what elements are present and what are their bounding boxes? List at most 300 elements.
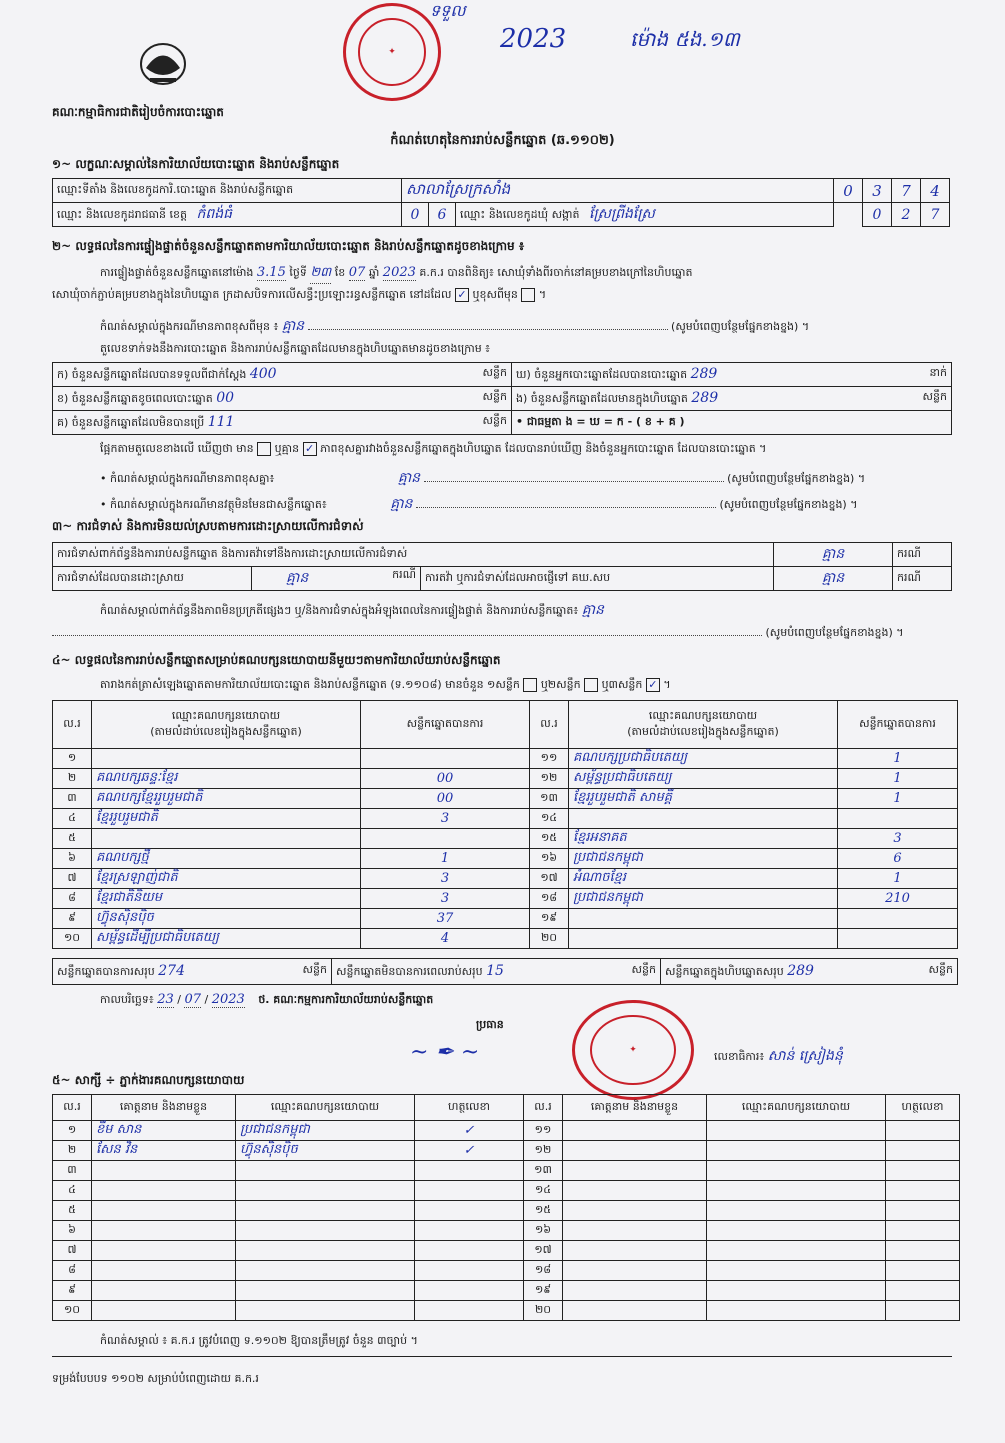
result-row — [53, 809, 958, 829]
col-party-sub: (តាមលំដាប់លេខរៀងក្នុងសន្លឹកឆ្នោត) — [627, 724, 779, 738]
section2-line-a — [100, 442, 960, 458]
party-name: ខ្មែរជាតិនិយម — [92, 889, 361, 909]
col-sign: ហត្ថលេខា — [886, 1095, 960, 1121]
row2-code-digit: 6 — [429, 203, 456, 227]
witness-name — [563, 1301, 707, 1321]
row-no: ១៩ — [524, 1281, 563, 1301]
section5-note: កំណត់សម្គាល់ ៖ គ.ក.រ ត្រូវបំពេញ ទ.១១០២ ឱ្យបានត្រឹមត្រូវ ចំនួន ៣ច្បាប់ ។ — [100, 1334, 418, 1347]
party-name — [569, 929, 838, 949]
row-no: ១៣ — [530, 789, 569, 809]
section2-note — [100, 316, 960, 337]
witness-signature — [415, 1261, 524, 1281]
witness-party — [236, 1281, 415, 1301]
count-label: ង) ចំនួនសន្លឹកឆ្នោតដែលមានក្នុងហិបឆ្នោត — [516, 391, 688, 405]
date-year: 2023 — [211, 992, 245, 1007]
valid-votes — [361, 829, 530, 849]
note-label: កំណត់សម្គាល់ក្នុងករណីមានភាពខុសពីមុន ៖ — [100, 320, 279, 333]
witness-signature — [886, 1281, 960, 1301]
row-no: ១២ — [524, 1141, 563, 1161]
result-row — [53, 829, 958, 849]
total-box-value: 289 — [787, 962, 814, 979]
row-no: ១៧ — [524, 1241, 563, 1261]
section1-heading: ១~ លក្ខណៈសម្គាល់នៃការិយាល័យបោះឆ្នោត និងរាប់សន្លឹកឆ្នោត — [52, 157, 340, 171]
row-no: ៤ — [53, 1181, 92, 1201]
witness-signature — [886, 1141, 960, 1161]
fill-back-text: (សូមបំពេញបន្ថែមផ្នែកខាងខ្នង) ។ — [719, 498, 858, 511]
row-no: ៣ — [53, 1161, 92, 1181]
total-unit: សន្លឹក — [631, 962, 656, 976]
col-no: ល.រ — [53, 701, 92, 749]
row2-label2-text: ឈ្មោះ និងលេខកូដឃុំ សង្កាត់ — [460, 208, 580, 221]
date-day: 23 — [157, 992, 174, 1007]
one-sheet-checkbox[interactable] — [523, 678, 537, 692]
col-party: ឈ្មោះគណបក្សនយោបាយ — [236, 1095, 415, 1121]
row2-value: កំពង់ធំ — [196, 206, 233, 222]
row2-code2-digit: 0 — [863, 203, 892, 227]
valid-votes: 1 — [838, 869, 958, 889]
witness-row — [53, 1121, 960, 1141]
changed-checkbox[interactable] — [521, 288, 535, 302]
witness-party — [236, 1261, 415, 1281]
section2-para2: សោឃុំចាក់ភ្ជាប់គម្របខាងក្នុងនៃហិបឆ្នោត ក្រដាសបិទការលើសន្ធឹះប្រឡោះរន្ធសន្លឹកឆ្នោត នៅដដែល ✓ ឬខុសពីមុន ។ — [52, 288, 547, 301]
result-row — [53, 789, 958, 809]
witness-table — [52, 1094, 960, 1321]
witness-party — [707, 1141, 886, 1161]
witness-signature — [415, 1241, 524, 1261]
appeal-value: គ្មាន — [774, 567, 893, 591]
section3-note — [100, 600, 960, 621]
para1-text: ការផ្ទៀងផ្ទាត់ចំនួនសន្លឹកឆ្នោតនៅម៉ោង — [100, 266, 254, 279]
day-value: ២៣ — [310, 264, 331, 284]
witness-name — [563, 1141, 707, 1161]
witness-party — [236, 1161, 415, 1181]
row-no: ១៣ — [524, 1161, 563, 1181]
result-row — [53, 889, 958, 909]
section5-heading: ៥~ សាក្សី ÷ ភ្នាក់ងារគណបក្សនយោបាយ — [52, 1073, 245, 1087]
witness-signature — [886, 1161, 960, 1181]
party-name — [92, 829, 361, 849]
total-box-label: សន្លឹកឆ្នោតក្នុងហិបឆ្នោតសរុប — [665, 964, 784, 978]
valid-votes — [838, 929, 958, 949]
witness-signature: ✓ — [415, 1141, 524, 1161]
section3-note-value: គ្មាន — [581, 602, 604, 618]
two-sheet-label: ឬ២សន្លឹក — [540, 678, 581, 691]
witness-name — [563, 1241, 707, 1261]
section1-table — [52, 178, 950, 227]
para2-text: សោឃុំចាក់ភ្ជាប់គម្របខាងក្នុងនៃហិបឆ្នោត ក្រដាសបិទការលើសន្ធឹះប្រឡោះរន្ធសន្លឹកឆ្នោត នៅដដែល — [52, 288, 452, 301]
row-no: ១០ — [53, 929, 92, 949]
witness-name — [563, 1181, 707, 1201]
col-no: ល.រ — [524, 1095, 563, 1121]
total-valid-label: សន្លឹកឆ្នោតបានការសរុប — [57, 964, 155, 978]
handwritten-note: ទទួល — [430, 1, 466, 20]
row-no: ១៦ — [530, 849, 569, 869]
witness-party — [236, 1301, 415, 1321]
row-no: ៩ — [53, 1281, 92, 1301]
valid-votes: 3 — [361, 889, 530, 909]
date-label: កាលបរិច្ឆេទ៖ — [100, 993, 154, 1006]
time-value: 3.15 — [256, 265, 286, 280]
row-no: ១៩ — [530, 909, 569, 929]
row-no: ១៤ — [524, 1181, 563, 1201]
party-name — [569, 909, 838, 929]
valid-votes — [838, 909, 958, 929]
appeal-unit: ករណី — [893, 567, 952, 591]
result-row — [53, 849, 958, 869]
col-name: គោត្តនាម និងនាមខ្លួន — [563, 1095, 707, 1121]
witness-row — [53, 1201, 960, 1221]
row-no: ៣ — [53, 789, 92, 809]
secretary-label: លេខាធិការ៖ — [714, 1050, 765, 1063]
valid-votes: 1 — [361, 849, 530, 869]
witness-name — [92, 1161, 236, 1181]
row-no: ៩ — [53, 909, 92, 929]
count-value: 111 — [207, 413, 235, 430]
count-label: គ) ចំនួនសន្លឹកឆ្នោតដែលមិនបានប្រើ — [57, 415, 205, 429]
count-value: 400 — [249, 365, 277, 382]
witness-name — [563, 1161, 707, 1181]
valid-votes: 4 — [361, 929, 530, 949]
party-name: ប្រជាជនកម្ពុជា — [569, 889, 838, 909]
line-a-tail: ភាពខុសគ្នារវាងចំនួនសន្លឹកឆ្នោតក្នុងហិបឆ្នោត ដែលបានរាប់ឃើញ និងចំនួនអ្នកបោះឆ្នោត ដែលបានបោះឆ្នោត ។ — [320, 442, 767, 455]
row-no: ៦ — [53, 1221, 92, 1241]
year-label: ឆ្នាំ — [368, 266, 380, 279]
col-votes: សន្លឹកឆ្នោតបានការ — [838, 701, 958, 749]
witness-name — [92, 1181, 236, 1201]
party-name: ខ្មែររួបរួមជាតិ — [92, 809, 361, 829]
row2-code2-digit: 2 — [892, 203, 921, 227]
result-row — [53, 769, 958, 789]
section4-intro: តារាងកត់ត្រាសំឡេងឆ្នោតតាមការិយាល័យបោះឆ្នោត និងរាប់សន្លឹកឆ្នោត (ទ.១១០៨) មានចំនួន ១សន្លឹក ឬ២សន្លឹក ឬ៣សន្លឹក ✓ ។ — [100, 678, 671, 691]
witness-party: ប្រជាជនកម្ពុជា — [236, 1121, 415, 1141]
row1-label: ឈ្មោះទីតាំង និងលេខកូដការិ.បោះឆ្នោត និងរាប់សន្លឹកឆ្នោត — [53, 179, 402, 203]
bullet2-value: គ្មាន — [390, 496, 413, 512]
handwritten-date: 2023 — [500, 24, 567, 54]
witness-name — [563, 1201, 707, 1221]
fill-back-text: (សូមបំពេញបន្ថែមផ្នែកខាងខ្នង) ។ — [727, 472, 866, 485]
party-name: ខ្មែរស្រឡាញ់ជាតិ — [92, 869, 361, 889]
witness-party — [236, 1201, 415, 1221]
committee-label: ថ. គណៈកម្មការការិយាល័យរាប់សន្លឹកឆ្នោត — [258, 993, 434, 1006]
count-value: 289 — [690, 365, 718, 382]
valid-votes: 3 — [361, 809, 530, 829]
note-tail: (សូមបំពេញបន្ថែមផ្នែកខាងខ្នង) ។ — [671, 320, 810, 333]
valid-votes: 3 — [361, 869, 530, 889]
row2-label — [53, 203, 402, 227]
witness-signature — [886, 1261, 960, 1281]
section2-bullet2 — [100, 494, 960, 515]
valid-votes: 1 — [838, 749, 958, 769]
section2-heading: ២~ លទ្ធផលនៃការផ្ទៀងផ្ទាត់ចំនួនសន្លឹកឆ្នោតតាមការិយាល័យបោះឆ្នោត និងរាប់សន្លឹកឆ្នោតដូចខាងក្រោម ៖ — [52, 239, 525, 253]
secretary-name: សាន់ ស្រៀងនុំ — [767, 1048, 843, 1064]
row2-code-digit: 0 — [402, 203, 429, 227]
row2-label2 — [456, 203, 834, 227]
date-month: 07 — [184, 992, 202, 1007]
col-name: គោត្តនាម និងនាមខ្លួន — [92, 1095, 236, 1121]
section3-note-tail: (សូមបំពេញបន្ថែមផ្នែកខាងខ្នង) ។ — [765, 626, 904, 639]
has-difference-checkbox[interactable] — [257, 442, 271, 456]
witness-signature: ✓ — [415, 1121, 524, 1141]
witness-signature — [886, 1221, 960, 1241]
witness-name — [92, 1261, 236, 1281]
party-name: ខ្មែររួបរួមជាតិ សាមគ្គី — [569, 789, 838, 809]
section3-note-label: កំណត់សម្គាល់ពាក់ព័ន្ធនឹងភាពមិនប្រក្រតីផ្សេងៗ ឬ/និងការជំទាស់ក្នុងអំឡុងពេលនៃការផ្ទៀងផ្ទាត់ និងការរាប់សន្លឹកឆ្នោត៖ — [100, 604, 579, 617]
col-no: ល.រ — [530, 701, 569, 749]
row-no: ១៥ — [530, 829, 569, 849]
witness-row — [53, 1281, 960, 1301]
row-no: ៤ — [53, 809, 92, 829]
valid-votes — [838, 809, 958, 829]
row-no: ៧ — [53, 1241, 92, 1261]
witness-party — [707, 1301, 886, 1321]
valid-votes: 210 — [838, 889, 958, 909]
valid-votes: 00 — [361, 789, 530, 809]
footer-text: ទម្រង់បែបបទ ១១០២ សម្រាប់បំពេញដោយ គ.ក.រ — [52, 1372, 259, 1385]
row-no: ២ — [53, 1141, 92, 1161]
party-name: គណបក្សឆន្ទៈខ្មែរ — [92, 769, 361, 789]
section4-heading: ៤~ លទ្ធផលនៃការរាប់សន្លឹកឆ្នោតសម្រាប់គណបក្សនយោបាយនីមួយៗតាមការិយាល័យរាប់សន្លឹកឆ្នោត — [52, 653, 501, 667]
witness-signature — [415, 1181, 524, 1201]
counts-row — [53, 387, 952, 411]
para1-tail: គ.ក.រ បានពិនិត្យ៖ សោឃុំទាំងពីរចាក់នៅគម្របខាងក្រៅនៃហិបឆ្នោត — [419, 266, 693, 279]
witness-signature — [886, 1121, 960, 1141]
valid-votes: 37 — [361, 909, 530, 929]
section2-para1 — [100, 264, 960, 284]
form-title: កំណត់ហេតុនៃការរាប់សន្លឹកឆ្នោត (ឆ.១១០២) — [390, 133, 615, 148]
row-no: ៦ — [53, 849, 92, 869]
witness-signature — [886, 1201, 960, 1221]
total-unit: សន្លឹក — [928, 962, 953, 976]
valid-votes: 00 — [361, 769, 530, 789]
counts-row — [53, 411, 952, 435]
row-no: ១៨ — [530, 889, 569, 909]
witness-party — [707, 1181, 886, 1201]
row-no: ១៧ — [530, 869, 569, 889]
month-label: ខែ — [334, 266, 346, 279]
valid-votes: 6 — [838, 849, 958, 869]
witness-signature — [415, 1161, 524, 1181]
objection-value: គ្មាន — [774, 543, 893, 567]
note-value: គ្មាន — [281, 318, 305, 334]
count-unit: នាក់ — [929, 365, 947, 379]
resolved-label: ការជំទាស់ដែលបានដោះស្រាយ — [53, 567, 252, 591]
witness-name — [563, 1121, 707, 1141]
party-name: គណបក្សប្រជាធិបតេយ្យ — [569, 749, 838, 769]
bullet2-text: • កំណត់សម្គាល់ក្នុងករណីមានវត្ថុមិនមែនជាសន្លឹកឆ្នោត៖ — [100, 498, 327, 511]
col-party — [569, 701, 838, 749]
row-no: ១៥ — [524, 1201, 563, 1221]
total-valid-value: 274 — [158, 962, 185, 979]
row-no: ១១ — [530, 749, 569, 769]
col-party-sub: (តាមលំដាប់លេខរៀងក្នុងសន្លឹកឆ្នោត) — [150, 724, 302, 738]
witness-party — [236, 1181, 415, 1201]
valid-votes: 3 — [838, 829, 958, 849]
row-no: ១១ — [524, 1121, 563, 1141]
official-stamp-bottom: ✦ — [572, 1000, 694, 1100]
results-table — [52, 700, 958, 949]
row-no: ៨ — [53, 889, 92, 909]
party-name: ប្រជាជនកម្ពុជា — [569, 849, 838, 869]
witness-row — [53, 1141, 960, 1161]
row-no: ៨ — [53, 1261, 92, 1281]
count-label: ឃ) ចំនួនអ្នកបោះឆ្នោតដែលបានបោះឆ្នោត — [516, 367, 688, 381]
witness-name — [563, 1261, 707, 1281]
result-row — [53, 909, 958, 929]
party-name: សម្ព័ន្ធប្រជាធិបតេយ្យ — [569, 769, 838, 789]
bullet1-text: • កំណត់សម្គាល់ក្នុងករណីមានភាពខុសគ្នា៖ — [100, 472, 275, 485]
witness-party: ហ៊្វុនស៊ិនប៉ិច — [236, 1141, 415, 1161]
section3-heading: ៣~ ការជំទាស់ និងការមិនយល់ស្របតាមការដោះស្រាយលើការជំទាស់ — [52, 519, 364, 533]
witness-signature — [415, 1201, 524, 1221]
three-sheet-checkbox[interactable]: ✓ — [646, 678, 660, 692]
resolved-unit: ករណី — [392, 568, 416, 581]
witness-party — [707, 1241, 886, 1261]
witness-row — [53, 1181, 960, 1201]
objection-label: ការជំទាស់ពាក់ព័ន្ធនឹងការរាប់សន្លឹកឆ្នោត និងការតវ៉ាទៅនឹងការដោះស្រាយលើការជំទាស់ — [53, 543, 774, 567]
official-stamp-top: ✦ — [343, 3, 441, 101]
total-unit: សន្លឹក — [302, 962, 327, 976]
valid-votes: 1 — [838, 769, 958, 789]
total-invalid-label: សន្លឹកឆ្នោតមិនបានការពេលរាប់សរុប — [336, 964, 483, 978]
count-value: 00 — [216, 389, 235, 406]
witness-name — [92, 1241, 236, 1261]
counts-row — [53, 363, 952, 387]
emblem-icon — [136, 38, 190, 88]
row-no: ១៨ — [524, 1261, 563, 1281]
witness-signature — [415, 1281, 524, 1301]
month-value: 07 — [348, 265, 366, 280]
witness-name: សែន វិន — [92, 1141, 236, 1161]
witness-name — [92, 1281, 236, 1301]
totals-table — [52, 958, 958, 985]
result-row — [53, 929, 958, 949]
row-no: ១២ — [530, 769, 569, 789]
count-label: ខ) ចំនួនសន្លឹកឆ្នោតខូចពេលបោះឆ្នោត — [57, 391, 213, 405]
line-a-mid: ឬគ្មាន — [274, 442, 300, 455]
row-no: ១ — [53, 1121, 92, 1141]
row-no: ១៦ — [524, 1221, 563, 1241]
witness-row — [53, 1161, 960, 1181]
secretary-line — [714, 1046, 843, 1067]
date-line: កាលបរិច្ឆេទ៖ 23 / 07 / 2023 ថ. គណៈកម្មការការិយាល័យរាប់សន្លឹកឆ្នោត — [100, 992, 434, 1007]
no-difference-checkbox[interactable]: ✓ — [303, 442, 317, 456]
count-unit: សន្លឹក — [922, 389, 947, 403]
witness-party — [707, 1201, 886, 1221]
witness-party — [707, 1161, 886, 1181]
witness-name — [563, 1281, 707, 1301]
row-no: ៧ — [53, 869, 92, 889]
witness-name — [92, 1221, 236, 1241]
witness-party — [707, 1281, 886, 1301]
row1-code-digit: 7 — [892, 179, 921, 203]
party-name: គណបក្សខ្មែររួបរួមជាតិ — [92, 789, 361, 809]
result-row — [53, 869, 958, 889]
section2-bullet1 — [100, 468, 960, 489]
row2-value2: ស្រែព្រីងស្រែ — [589, 206, 655, 222]
section2-table — [52, 362, 952, 435]
handwritten-time: ម៉ោង ៥ង.១៣ — [630, 27, 740, 51]
witness-row — [53, 1301, 960, 1321]
section2-intro: តួលេខទាក់ទងនឹងការបោះឆ្នោត និងការរាប់សន្លឹកឆ្នោតដែលមានក្នុងហិបឆ្នោតមានដូចខាងក្រោម ៖ — [100, 342, 491, 355]
party-name: សម្ព័ន្ធដើម្បីប្រជាធិបតេយ្យ — [92, 929, 361, 949]
count-value: 289 — [691, 389, 719, 406]
chair-label: ប្រធាន — [476, 1018, 504, 1031]
section3-table — [52, 542, 952, 591]
line-a-text: ផ្អែកតាមតួលេខខាងលើ ឃើញថា មាន — [100, 442, 254, 455]
witness-name: ខឹម សាន — [92, 1121, 236, 1141]
section4-intro-text: តារាងកត់ត្រាសំឡេងឆ្នោតតាមការិយាល័យបោះឆ្នោត និងរាប់សន្លឹកឆ្នោត (ទ.១១០៨) មានចំនួន ១សន្លឹក — [100, 678, 520, 691]
party-name — [92, 749, 361, 769]
chair-signature: ~ ✒ ~ — [410, 1040, 480, 1065]
section3-note-line2 — [52, 626, 952, 642]
witness-row — [53, 1221, 960, 1241]
row-no: ១៤ — [530, 809, 569, 829]
count-unit: សន្លឹក — [482, 413, 507, 427]
valid-votes: 1 — [838, 789, 958, 809]
row-no: ៥ — [53, 829, 92, 849]
witness-row — [53, 1241, 960, 1261]
party-name: ខ្មែរអនាគត — [569, 829, 838, 849]
witness-signature — [886, 1241, 960, 1261]
count-label: ក) ចំនួនសន្លឹកឆ្នោតដែលបានទទួលពីជាក់ស្តែង — [57, 367, 247, 381]
appeal-label: ការតវ៉ា ឬការជំទាស់ដែលអាចផ្ញើទៅ គឃ.សប — [421, 567, 774, 591]
objection-unit: ករណី — [893, 543, 952, 567]
unchanged-checkbox[interactable]: ✓ — [455, 288, 469, 302]
row-no: ២០ — [524, 1301, 563, 1321]
committee-name: គណៈកម្មាធិការជាតិរៀបចំការបោះឆ្នោត — [52, 105, 224, 119]
row1-code-digit: 4 — [921, 179, 950, 203]
row-no: ១០ — [53, 1301, 92, 1321]
witness-signature — [415, 1221, 524, 1241]
row-no: ១ — [53, 749, 92, 769]
total-invalid-value: 15 — [486, 962, 504, 979]
day-label: ថ្ងៃទី — [289, 266, 307, 279]
three-sheet-label: ឬ៣សន្លឹក — [601, 678, 643, 691]
witness-party — [707, 1221, 886, 1241]
row2-code2-digit: 7 — [921, 203, 950, 227]
party-name: ហ៊្វុនស៊ិនប៉ិច — [92, 909, 361, 929]
party-name: អំណាចខ្មែរ — [569, 869, 838, 889]
col-votes: សន្លឹកឆ្នោតបានការ — [361, 701, 530, 749]
row-no: ៥ — [53, 1201, 92, 1221]
row1-code-digit: 3 — [863, 179, 892, 203]
para2-or: ឬខុសពីមុន — [472, 288, 518, 301]
witness-row — [53, 1261, 960, 1281]
two-sheet-checkbox[interactable] — [584, 678, 598, 692]
formula-label: • ជាធម្មតា ង = ឃ = ក - ( ខ + គ ) — [516, 414, 685, 428]
col-party: ឈ្មោះគណបក្សនយោបាយ — [707, 1095, 886, 1121]
row-no: ២០ — [530, 929, 569, 949]
witness-name — [92, 1301, 236, 1321]
witness-signature — [886, 1301, 960, 1321]
count-unit: សន្លឹក — [482, 365, 507, 379]
witness-party — [236, 1221, 415, 1241]
row1-value: សាលាស្រែក្រសាំង — [402, 179, 834, 203]
witness-name — [92, 1201, 236, 1221]
result-row — [53, 749, 958, 769]
witness-party — [707, 1261, 886, 1281]
col-sign: ហត្ថលេខា — [415, 1095, 524, 1121]
col-party — [92, 701, 361, 749]
party-name — [569, 809, 838, 829]
witness-name — [563, 1221, 707, 1241]
col-no: ល.រ — [53, 1095, 92, 1121]
bullet1-value: គ្មាន — [397, 470, 421, 486]
col-party-label: ឈ្មោះគណបក្សនយោបាយ — [171, 708, 281, 722]
row2-label-text: ឈ្មោះ និងលេខកូដរាជធានី ខេត្ត — [57, 208, 187, 221]
row-no: ២ — [53, 769, 92, 789]
count-unit: សន្លឹក — [482, 389, 507, 403]
